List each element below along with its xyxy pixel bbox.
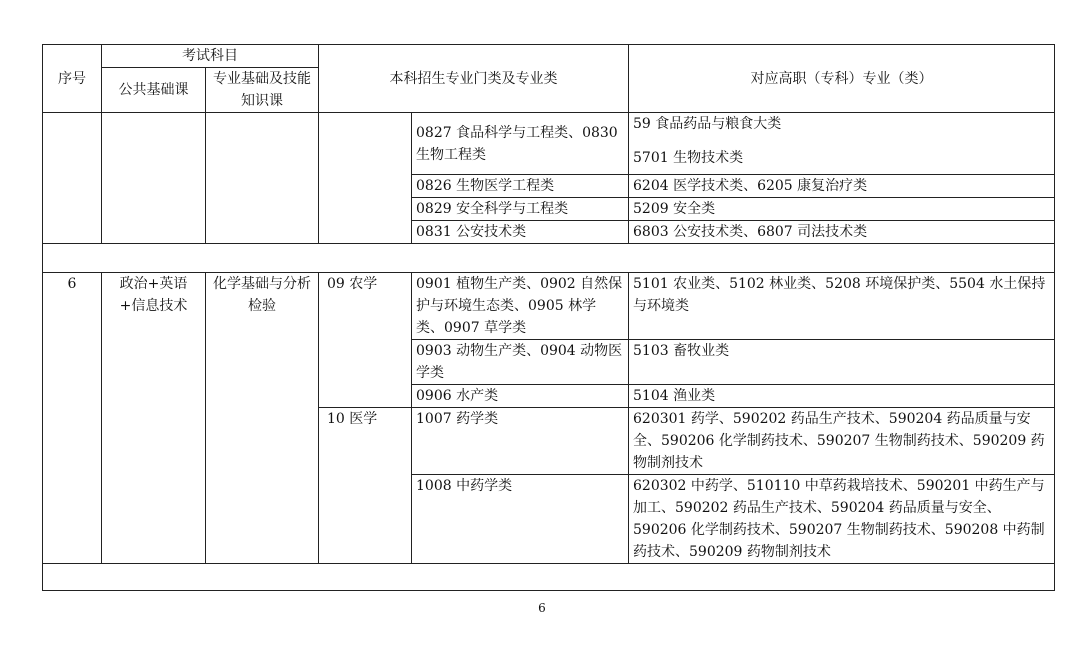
cell-category-medicine: 10 医学 bbox=[319, 408, 412, 564]
cell-professional-course: 化学基础与分析检验 bbox=[206, 273, 319, 564]
spacer-row bbox=[43, 244, 1055, 273]
cell-major: 0829 安全科学与工程类 bbox=[412, 198, 629, 221]
cell-vocational: 5209 安全类 bbox=[629, 198, 1055, 221]
cell-vocational: 5103 畜牧业类 bbox=[629, 340, 1055, 385]
cell-category-empty bbox=[319, 113, 412, 244]
vocational-line: 59 食品药品与粮食大类 bbox=[633, 116, 782, 132]
cell-major: 0906 水产类 bbox=[412, 385, 629, 408]
cell-vocational: 620302 中药学、510110 中草药栽培技术、590201 中药生产与加工、590202 药品生产技术、590204 药品质量与安全、590206 化学制药技术、590207 生物制药技术、590208 中药制药技术、590209 药物制剂技术 bbox=[629, 475, 1055, 564]
cell-category-agriculture: 09 农学 bbox=[319, 273, 412, 408]
cell-major: 1008 中药学类 bbox=[412, 475, 629, 564]
cell-major: 0826 生物医学工程类 bbox=[412, 175, 629, 198]
cell-vocational: 5101 农业类、5102 林业类、5208 环境保护类、5504 水土保持与环境类 bbox=[629, 273, 1055, 340]
header-public-course: 公共基础课 bbox=[102, 68, 206, 113]
cell-vocational bbox=[629, 113, 1055, 175]
header-vocational: 对应高职（专科）专业（类） bbox=[629, 45, 1055, 113]
table-row bbox=[43, 273, 1055, 340]
header-seq: 序号 bbox=[43, 45, 102, 113]
cell-public-course: 政治+英语+信息技术 bbox=[102, 273, 206, 564]
vocational-line: 5701 生物技术类 bbox=[633, 150, 744, 166]
header-undergrad-categories: 本科招生专业门类及专业类 bbox=[319, 45, 629, 113]
cell-major: 0827 食品科学与工程类、0830 生物工程类 bbox=[412, 113, 629, 175]
cell-seq: 6 bbox=[43, 273, 102, 564]
cell-vocational: 6204 医学技术类、6205 康复治疗类 bbox=[629, 175, 1055, 198]
cell-vocational: 620301 药学、590202 药品生产技术、590204 药品质量与安全、590206 化学制药技术、590207 生物制药技术、590209 药物制剂技术 bbox=[629, 408, 1055, 475]
cell-major: 0903 动物生产类、0904 动物医学类 bbox=[412, 340, 629, 385]
subject-mapping-table bbox=[42, 44, 1055, 591]
header-professional-course: 专业基础及技能知识课 bbox=[206, 68, 319, 113]
spacer-row bbox=[43, 564, 1055, 591]
cell-vocational: 6803 公安技术类、6807 司法技术类 bbox=[629, 221, 1055, 244]
cell-major: 1007 药学类 bbox=[412, 408, 629, 475]
cell-seq-empty bbox=[43, 113, 102, 244]
header-exam-subjects: 考试科目 bbox=[102, 45, 319, 68]
cell-public-empty bbox=[102, 113, 206, 244]
table-row bbox=[43, 113, 1055, 175]
cell-professional-empty bbox=[206, 113, 319, 244]
cell-major: 0901 植物生产类、0902 自然保护与环境生态类、0905 林学类、0907 草学类 bbox=[412, 273, 629, 340]
page-number: 6 bbox=[538, 601, 546, 615]
cell-major: 0831 公安技术类 bbox=[412, 221, 629, 244]
cell-vocational: 5104 渔业类 bbox=[629, 385, 1055, 408]
